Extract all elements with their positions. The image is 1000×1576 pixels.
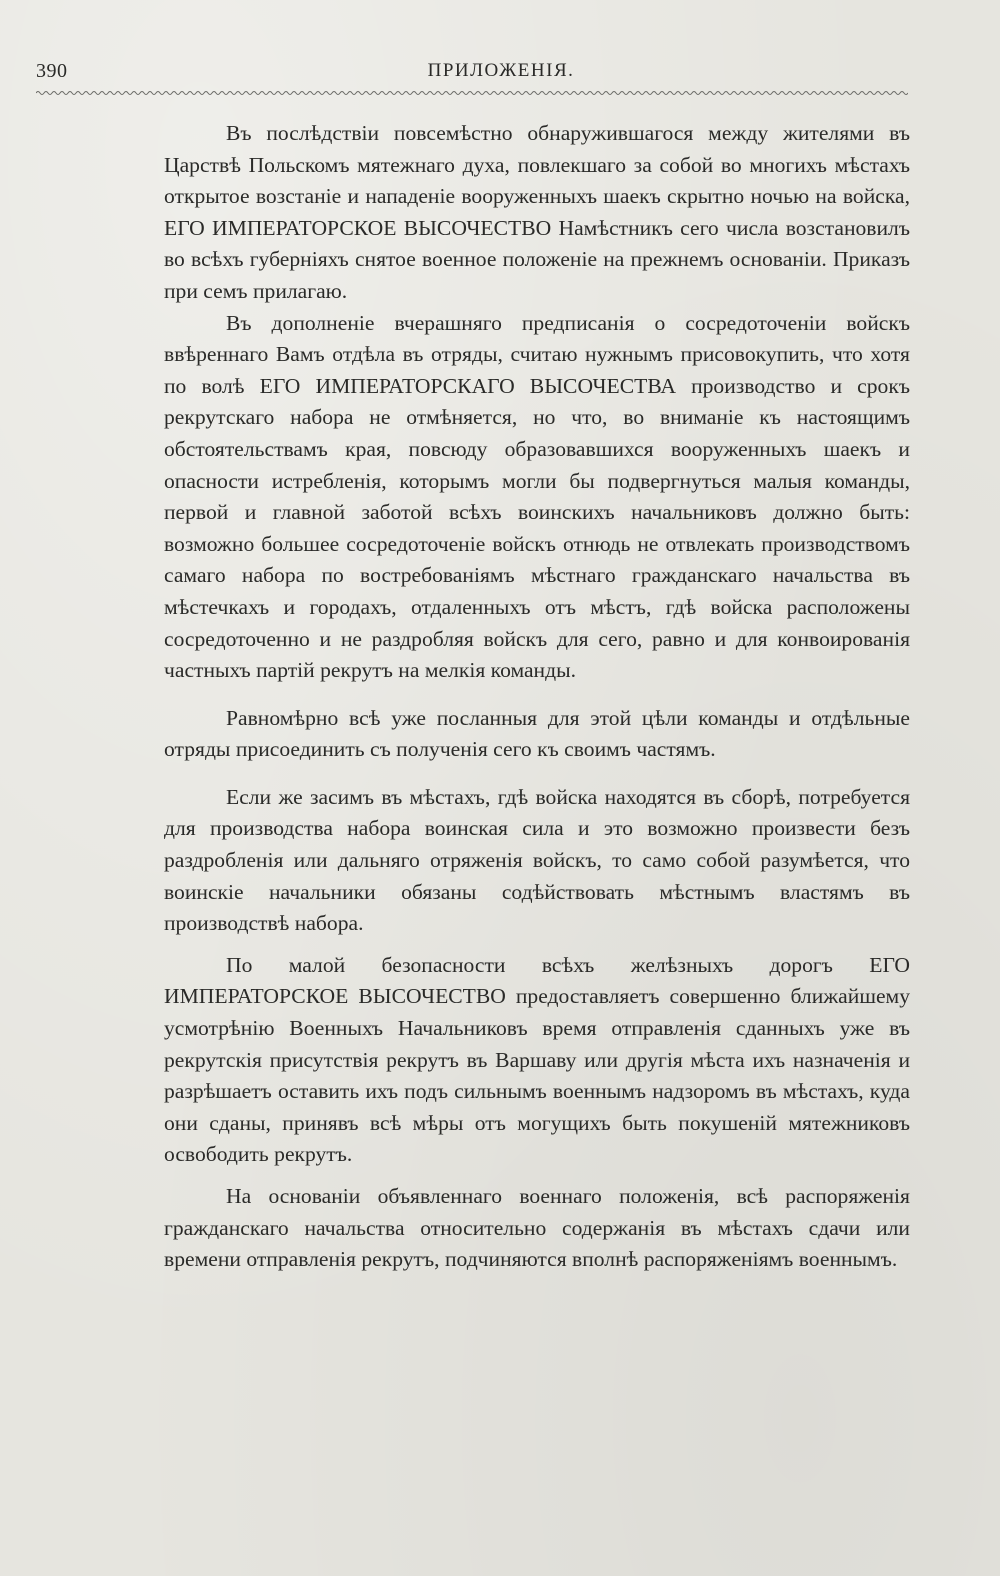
paragraph-2: Въ дополненіе вчерашняго предписанія о сосредоточеніи войскъ ввѣреннаго Вамъ отдѣла въ отряды, считаю нужнымъ присовокупить, что хотя по волѣ ЕГО ИМПЕРАТОРСКАГО ВЫСОЧЕСТВА производство и срокъ рекрутскаго набора не отмѣняется, но что, во вниманіе къ настоящимъ обстоятельствамъ края, повсюду образовавшихся вооруженныхъ шаекъ и опасности истребленія, которымъ могли бы подвергнуться малыя команды, первой и главной заботой всѣхъ воинскихъ начальниковъ должно быть: возможно большее сосредоточеніе войскъ отнюдь не отвлекать производствомъ самаго набора по востребованіямъ мѣстнаго гражданскаго начальства въ мѣстечкахъ и городахъ, отдаленныхъ отъ мѣстъ, гдѣ войска расположены сосредоточенно и не раздробляя войскъ для сего, равно и для конвоированія частныхъ партій рекрутъ на мелкія команды. — [164, 310, 910, 683]
body-text — [164, 118, 910, 1276]
paragraph-3: Равномѣрно всѣ уже посланныя для этой цѣли команды и отдѣльные отряды присоединить съ полученія сего къ своимъ частямъ. — [164, 705, 910, 762]
paragraph-6: На основаніи объявленнаго военнаго положенія, всѣ распоряженія гражданскаго начальства относительно содержанія въ мѣстахъ сдачи или времени отправленія рекрутъ, подчиняются вполнѣ распоряженіямъ военнымъ. — [164, 1184, 910, 1272]
running-head — [36, 60, 906, 90]
paragraph-5: По малой безопасности всѣхъ желѣзныхъ дорогъ ЕГО ИМПЕРАТОРСКОЕ ВЫСОЧЕСТВО предоставляетъ совершенно ближайшему усмотрѣнію Военныхъ Начальниковъ время отправленія сданныхъ уже въ рекрутскія присутствія рекрутъ въ Варшаву или другія мѣста ихъ назначенія и разрѣшаетъ оставить ихъ подъ сильнымъ военнымъ надзоромъ въ мѣстахъ, куда они сданы, принявъ всѣ мѣры отъ могущихъ быть покушеній мятежниковъ освободить рекрутъ. — [164, 952, 910, 1167]
paragraph-1: Въ послѣдствіи повсемѣстно обнаружившагося между жителями въ Царствѣ Польскомъ мятежнаго духа, повлекшаго за собой во многихъ мѣстахъ открытое возстаніе и нападеніе вооруженныхъ шаекъ скрытно ночью на войска, ЕГО ИМПЕРАТОРСКОЕ ВЫСОЧЕСТВО Намѣстникъ сего числа возстановилъ во всѣхъ губерніяхъ снятое военное положеніе на прежнемъ основаніи. Приказъ при семъ прилагаю. — [164, 121, 910, 303]
running-title: ПРИЛОЖЕНІЯ. — [427, 60, 575, 81]
page-number: 390 — [36, 60, 68, 82]
paragraph-4: Если же засимъ въ мѣстахъ, гдѣ войска находятся въ сборѣ, потребуется для производства набора воинская сила и это возможно произвести безъ раздробленія или дальняго отряженія войскъ, то само собой разумѣется, что воинскіе начальники обязаны содѣйствовать мѣстнымъ властямъ въ производствѣ набора. — [164, 784, 910, 936]
header-wavy-rule — [36, 88, 908, 98]
